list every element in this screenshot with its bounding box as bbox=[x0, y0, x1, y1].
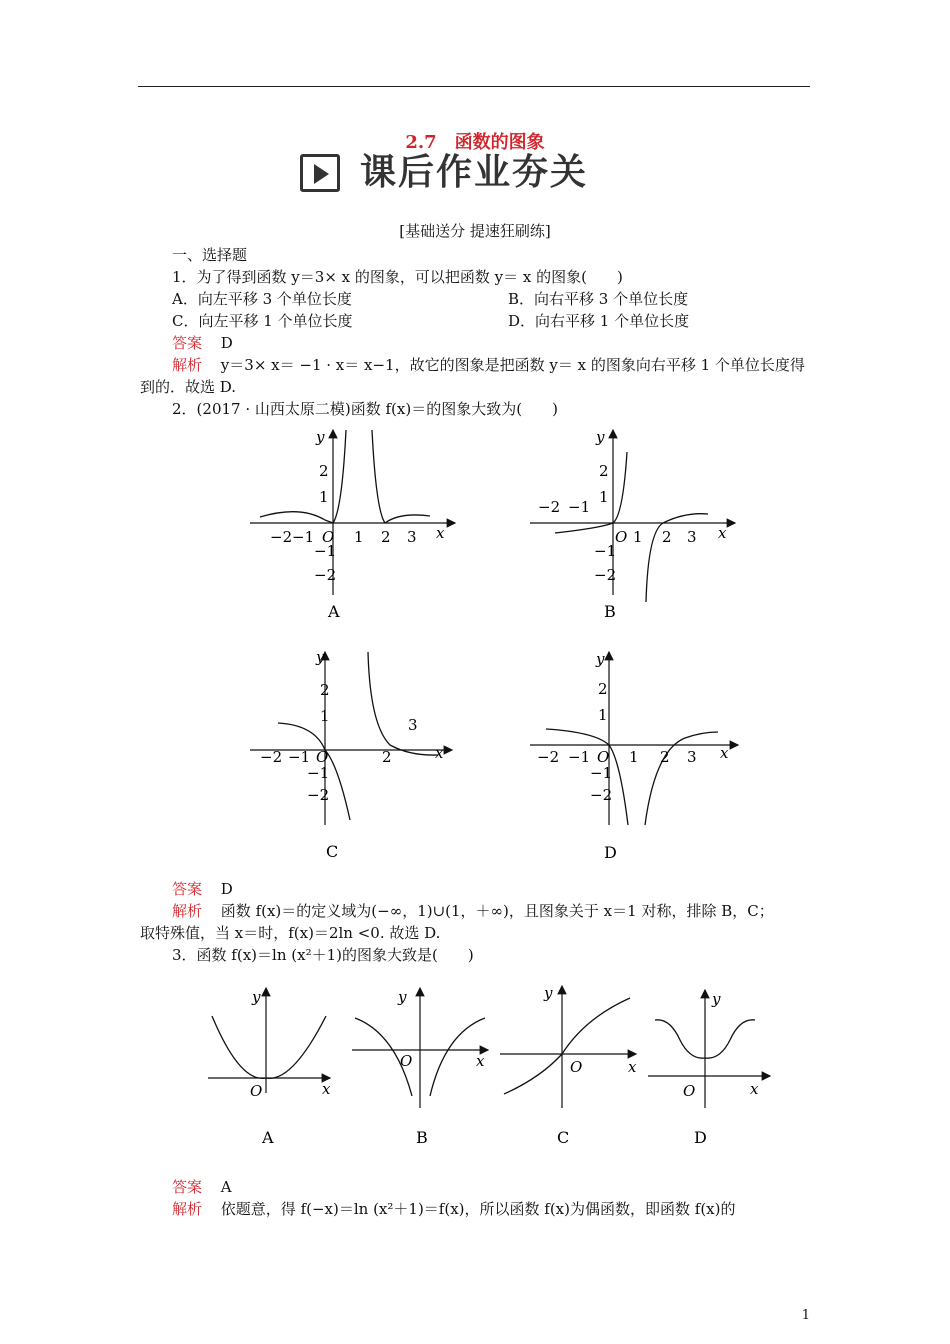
q2-answer-label: 答案 bbox=[172, 880, 203, 898]
q2-answer: D bbox=[220, 880, 233, 898]
graph-text-28: x bbox=[720, 744, 729, 762]
q3-graph-c bbox=[500, 984, 637, 1147]
graph-text-4: 2 bbox=[662, 528, 672, 546]
play-icon bbox=[300, 154, 340, 192]
q1-analysis-line2: 到的．故选 D. bbox=[140, 378, 237, 396]
q3-graph-d-label: D bbox=[694, 1128, 707, 1147]
q2c-extra-label: 3 bbox=[408, 716, 418, 734]
q3-stem: 3．函数 f(x)＝ln (x²＋1)的图象大致是( ) bbox=[172, 946, 474, 964]
q2-analysis-label: 解析 bbox=[172, 902, 203, 920]
q2a-tick-x-1: 1 bbox=[354, 528, 364, 546]
graph-text-38: O bbox=[400, 1052, 413, 1070]
graph-text-24: O bbox=[597, 748, 610, 766]
q3-graph-c-label: C bbox=[557, 1128, 570, 1147]
graph-text-11: −2 bbox=[594, 566, 617, 584]
q2a-tick-y-neg2: −2 bbox=[314, 566, 337, 584]
q2-graph-a bbox=[250, 428, 455, 621]
page-title: 2.7 函数的图象 bbox=[405, 132, 545, 153]
graph-text-17: y bbox=[316, 648, 325, 666]
graph-text-18: 2 bbox=[320, 681, 330, 699]
graph-text-15: 2 bbox=[382, 748, 392, 766]
q1-option-d: D．向右平移 1 个单位长度 bbox=[508, 312, 690, 330]
q3-graph-b bbox=[352, 988, 488, 1147]
page-number: 1 bbox=[801, 1308, 810, 1323]
q2a-tick-x-2: 2 bbox=[381, 528, 391, 546]
q3-graph-a bbox=[208, 988, 331, 1147]
q2-analysis-line1: 函数 f(x)＝的定义域为(−∞，1)∪(1，＋∞)，且图象关于 x＝1 对称，排除 B，C； bbox=[220, 902, 774, 920]
q2-graph-b-label: B bbox=[604, 602, 616, 621]
section-subtitle: [基础送分 提速狂刷练] bbox=[399, 222, 551, 240]
q1-analysis-line1: y＝3× x＝ −1 · x＝ x−1，故它的图象是把函数 y＝ x 的图象向右平移 1 个单位长度得 bbox=[220, 356, 805, 374]
graph-text-39: x bbox=[476, 1052, 485, 1070]
q3-graph-d bbox=[648, 990, 770, 1147]
graph-text-14: O bbox=[316, 748, 329, 766]
q1-analysis-label: 解析 bbox=[172, 356, 203, 374]
q1-answer-label: 答案 bbox=[172, 334, 203, 352]
q2a-tick-y-neg1: −1 bbox=[314, 542, 337, 560]
q1-option-c: C．向左平移 1 个单位长度 bbox=[172, 312, 353, 330]
graph-text-43: y bbox=[544, 984, 553, 1002]
graph-text-2: O bbox=[615, 528, 628, 546]
q2a-origin: O bbox=[322, 528, 335, 546]
graph-text-25: 1 bbox=[629, 748, 639, 766]
q2a-tick-x-neg1: −1 bbox=[292, 528, 315, 546]
homework-banner bbox=[300, 150, 650, 198]
q2a-tick-y-1: 1 bbox=[319, 488, 329, 506]
q1-option-a: A．向左平移 3 个单位长度 bbox=[172, 290, 352, 308]
section-heading: 一、选择题 bbox=[172, 246, 248, 264]
graph-text-5: 3 bbox=[687, 528, 697, 546]
graph-text-35: O bbox=[250, 1082, 263, 1100]
q2-graph-d bbox=[530, 650, 738, 862]
graph-text-33: −2 bbox=[590, 786, 613, 804]
graph-text-16: x bbox=[435, 744, 444, 762]
graph-text-22: −2 bbox=[537, 748, 560, 766]
graph-text-9: 1 bbox=[599, 488, 609, 506]
q3-analysis-line1: 依题意，得 f(−x)＝ln (x²＋1)＝f(x)，所以函数 f(x)为偶函数，即函数 f(x)的 bbox=[220, 1200, 736, 1218]
graph-text-26: 2 bbox=[660, 748, 670, 766]
graph-text-1: −1 bbox=[568, 498, 591, 516]
q2a-tick-y-2: 2 bbox=[319, 462, 329, 480]
graph-text-23: −1 bbox=[568, 748, 591, 766]
graph-text-20: −1 bbox=[307, 764, 330, 782]
q2-graph-b bbox=[530, 428, 735, 621]
graph-text-46: y bbox=[712, 990, 721, 1008]
q2a-tick-x-3: 3 bbox=[407, 528, 417, 546]
q2-graph-a-label: A bbox=[328, 602, 340, 621]
graph-text-44: O bbox=[683, 1082, 696, 1100]
graph-text-42: x bbox=[628, 1058, 637, 1076]
q3-analysis-label: 解析 bbox=[172, 1200, 203, 1218]
graph-text-30: 2 bbox=[598, 680, 608, 698]
q3-graph-panel bbox=[200, 978, 780, 1158]
graph-text-21: −2 bbox=[307, 786, 330, 804]
graph-text-13: −1 bbox=[288, 748, 311, 766]
graph-text-45: x bbox=[750, 1080, 759, 1098]
q3-answer: A bbox=[220, 1178, 232, 1196]
graph-text-12: −2 bbox=[260, 748, 283, 766]
banner-text: 课后作业夯关 bbox=[360, 152, 589, 193]
q1-option-b: B．向右平移 3 个单位长度 bbox=[508, 290, 689, 308]
graph-text-0: −2 bbox=[538, 498, 561, 516]
graph-text-7: y bbox=[596, 428, 605, 446]
q3-graph-a-label: A bbox=[262, 1128, 274, 1147]
q2-stem: 2．(2017 · 山西太原二模)函数 f(x)＝的图象大致为( ) bbox=[172, 400, 558, 418]
graph-text-41: O bbox=[570, 1058, 583, 1076]
graph-text-40: y bbox=[398, 988, 407, 1006]
q1-answer: D bbox=[220, 334, 233, 352]
graph-text-10: −1 bbox=[594, 542, 617, 560]
q2a-tick-x-neg2: −2 bbox=[270, 528, 293, 546]
q2-graph-c bbox=[250, 648, 452, 861]
graph-text-29: y bbox=[596, 650, 605, 668]
q3-answer-label: 答案 bbox=[172, 1178, 203, 1196]
graph-text-27: 3 bbox=[687, 748, 697, 766]
q3-graph-b-label: B bbox=[416, 1128, 428, 1147]
graph-text-37: y bbox=[252, 988, 261, 1006]
graph-text-36: x bbox=[322, 1080, 331, 1098]
q2-graph-d-label: D bbox=[604, 843, 617, 862]
graph-text-3: 1 bbox=[633, 528, 643, 546]
header-rule bbox=[138, 86, 810, 87]
q2-graph-c-label: C bbox=[326, 842, 339, 861]
graph-text-31: 1 bbox=[598, 706, 608, 724]
q1-stem: 1．为了得到函数 y＝3× x 的图象，可以把函数 y＝ x 的图象( ) bbox=[172, 268, 623, 286]
q2-graph-panel bbox=[230, 420, 760, 875]
graph-text-19: 1 bbox=[320, 707, 330, 725]
graph-text-8: 2 bbox=[599, 462, 609, 480]
graph-text-6: x bbox=[718, 524, 727, 542]
q2-analysis-line2: 取特殊值，当 x＝时，f(x)＝2ln <0. 故选 D. bbox=[140, 924, 441, 942]
q2a-axis-y: y bbox=[316, 428, 325, 446]
graph-text-32: −1 bbox=[590, 764, 613, 782]
q2a-axis-x: x bbox=[436, 524, 445, 542]
